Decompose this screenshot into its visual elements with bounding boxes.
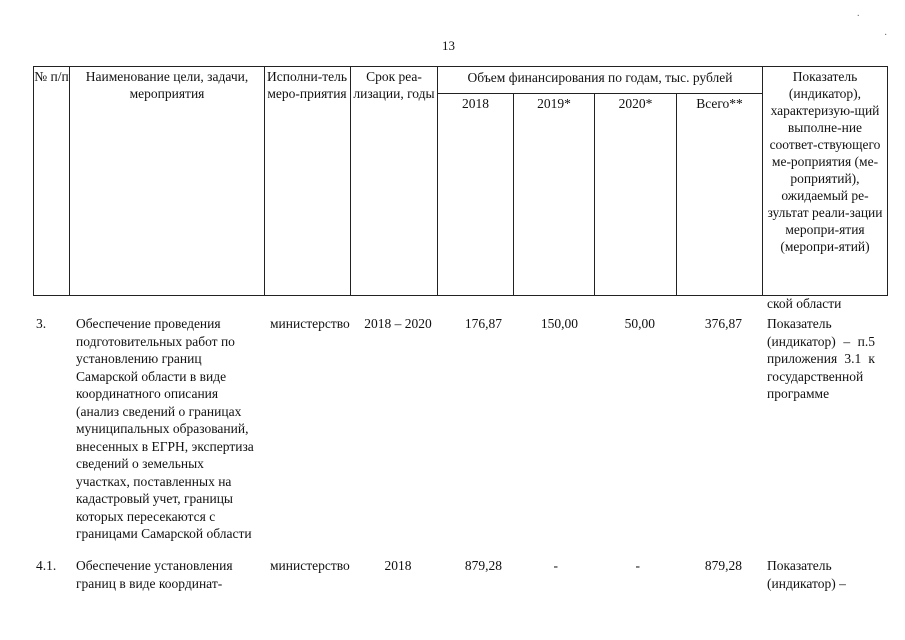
header-financing: Объем финансирования по годам, тыс. рублей [467, 70, 733, 85]
scan-mark: · [884, 30, 888, 41]
header-total: Всего** [696, 96, 743, 111]
table-header [33, 66, 888, 296]
row-total: 879,28 [704, 558, 742, 573]
row-indicator: Показатель (индикатор) – [767, 558, 846, 591]
row-name: Обеспечение проведения подготовительных работ по установлению границ Самарской области в виде координатного описания (анализ сведений о границах муниципальных образований, внесенных в ЕГРН, экспертиза сведений о земельных участках, поставленных на кадастровый учет, границы которых пересекаются с границами Самарской области [76, 316, 254, 541]
row-term: 2018 – 2020 [364, 316, 432, 331]
row-term: 2018 [384, 558, 412, 573]
header-indicator: Показатель (индикатор), характеризую-щий выполне-ние соответ-ствующего ме-роприятия (ме-роприятий), ожидаемый ре-зультат реали-зации меропри-ятия (меропри-ятий) [767, 69, 883, 254]
row-number: 3. [36, 316, 47, 331]
header-number: № п/п [34, 69, 69, 84]
row-2018: 176,87 [464, 316, 502, 331]
carryover-text: ской области [767, 296, 842, 311]
page-number: 13 [442, 38, 455, 53]
row-2019: 150,00 [540, 316, 578, 331]
header-term: Срок реа-лизации, годы [353, 69, 435, 101]
row-number: 4.1. [36, 558, 57, 573]
row-2018: 879,28 [464, 558, 502, 573]
row-2020: 50,00 [624, 316, 655, 331]
row-2020: - [635, 558, 640, 573]
row-executor: министерство [270, 316, 350, 331]
header-name: Наименование цели, задачи, мероприятия [85, 69, 249, 101]
row-name: Обеспечение установления границ в виде координат- [76, 558, 233, 591]
row-executor: министерство [270, 558, 350, 573]
header-year-2019: 2019* [537, 96, 571, 111]
header-year-2020: 2020* [618, 96, 653, 111]
header-executor: Исполни-тель меро-приятия [266, 69, 347, 101]
row-total: 376,87 [704, 316, 742, 331]
scan-mark: . [857, 8, 860, 19]
row-2019: - [553, 558, 558, 573]
row-indicator: Показатель (индикатор) – п.5 приложения 3.1 к государственной программе [767, 316, 875, 401]
header-year-2018: 2018 [462, 96, 489, 111]
